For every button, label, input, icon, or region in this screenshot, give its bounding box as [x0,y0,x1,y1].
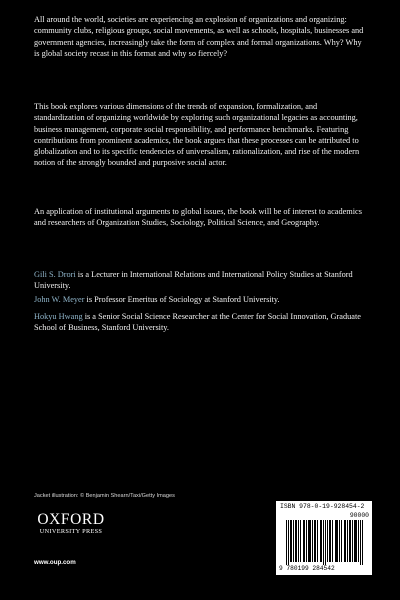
barcode [276,501,372,575]
author-bio-text: is Professor Emeritus of Sociology at Stanford University. [84,295,280,304]
description-paragraph-3: An application of institutional arguments to global issues, the book will be of interest to academics and researchers of Organization Studies, Sociology, Political Science, and Geography. [34,207,362,228]
barcode-bars [280,520,368,565]
publisher-name: OXFORD [37,511,105,528]
author-name: John W. Meyer [34,295,85,304]
publisher-logo [34,512,108,536]
author-name: Hokyu Hwang [34,312,83,321]
barcode-number: 9 780199 284542 [279,565,335,572]
author-bio-drori [34,269,368,292]
price-code: 90000 [349,512,369,519]
author-bio-text: is a Senior Social Science Researcher at the Center for Social Innovation, Graduate School of Business, Stanford University. [34,312,361,333]
jacket-credit: Jacket illustration: © Benjamin Shearn/Taxi/Getty Images [34,493,175,499]
isbn-label: ISBN 978-0-19-928454-2 [280,503,365,510]
publisher-website: www.oup.com [34,559,76,566]
author-bio-text: is a Lecturer in International Relations and International Policy Studies at Stanford University. [34,270,353,291]
author-bio-hwang [34,311,368,334]
publisher-subtitle: UNIVERSITY PRESS [39,528,103,535]
description-paragraph-2: This book explores various dimensions of the trends of expansion, formalization, and standardization of organizing worldwide by exploring such organizational legacies as accounting, business management, corporate social responsibility, and performance benchmarks. Featuring contributions from prominent academics, the book argues that these processes can be attributed to globalization and to its specific tendencies of universalism, rationalization, and rise of the modern notion of the strongly bounded and purposive social actor. [34,102,360,168]
description-paragraph-1: All around the world, societies are experiencing an explosion of organizations and organizing: community clubs, religious groups, social movements, as well as schools, hospitals, businesses and government agencies, increasingly take the form of complex and formal organizations. Why? Why is global society recast in this format and why so fiercely? [34,15,364,58]
author-name: Gili S. Drori [34,270,76,279]
author-bio-meyer [34,294,368,305]
